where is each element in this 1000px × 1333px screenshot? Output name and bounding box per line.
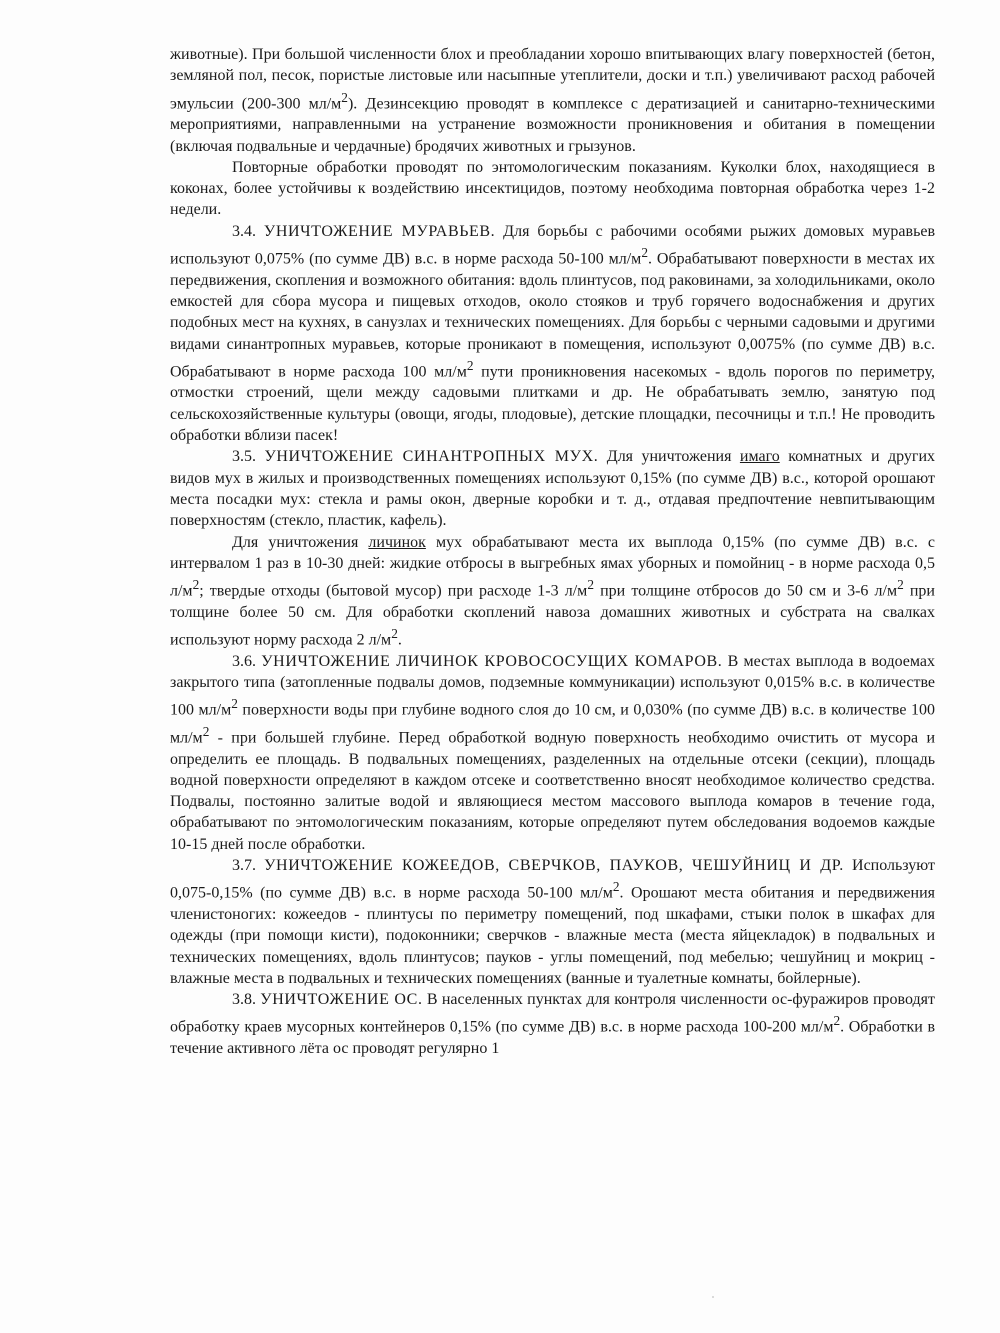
text-span: . (397, 631, 402, 649)
section-3-4-ants (170, 221, 935, 447)
section-heading: УНИЧТОЖЕНИЕ ОС. (260, 991, 423, 1009)
text-span: при толщине отбросов до 50 см и 3-6 л/м (593, 582, 898, 600)
section-heading: УНИЧТОЖЕНИЕ МУРАВЬЕВ. (263, 222, 496, 240)
section-number: 3.8. (232, 991, 256, 1009)
section-heading: УНИЧТОЖЕНИЕ ЛИЧИНОК КРОВОСОСУЩИХ КОМАРОВ. (261, 652, 723, 670)
text-span: комнатных и других видов мух в жилых и производственных помещениях используют 0,15% (по сумме ДВ) в.с., которой орошают места посадки мух: стекла и рамы окон, дверные коробки и т. д., отдавая предпочтение невпитывающим поверхностям (стекло, пластик, кафель). (170, 448, 936, 530)
text-span: Для борьбы с рабочими особями рыжих домовых муравьев используют 0,075% (по сумме ДВ) в.с. в норме расхода 50-100 мл/м (170, 222, 936, 268)
superscript: 2 (897, 577, 904, 593)
paragraph-fleas-end (170, 44, 935, 157)
section-3-5-flies (170, 446, 935, 531)
text-span: Используют 0,075-0,15% (по сумме ДВ) в.с. в норме расхода 50-100 мл/м (170, 856, 936, 902)
superscript: 2 (466, 357, 474, 373)
text-span: Для уничтожения (606, 448, 740, 466)
document-body (170, 44, 935, 1059)
superscript: 2 (341, 89, 348, 105)
text-span: . Орошают места обитания и передвижения членистоногих: кожеедов - плинтусы по периметру помещений, под шкафами, стыки полок в шкафах для одежды (при помощи кисти), подоконники; сверчков - влажные места (места яйцекладок) в подвальных и технических помещениях, вдоль плинтусов; пауков - углы помещений, под мебелью; чешуйниц и мокриц - влажные места в подвальных и технических помещениях (ванные и туалетные комнаты, бойлерные). (170, 884, 935, 987)
text-span: при толщине более 50 см. Для обработки скоплений навоза домашних животных и субстрата на свалках используют норму расхода 2 л/м (170, 582, 935, 649)
superscript: 2 (612, 879, 620, 895)
text-span: ; твердые отходы (бытовой мусор) при расходе 1-3 л/м (199, 582, 588, 600)
section-number: 3.5. (232, 448, 256, 466)
underlined-term: личинок (368, 533, 426, 551)
superscript: 2 (587, 577, 594, 593)
paragraph-fly-larvae (170, 532, 935, 651)
text-span: - при большей глубине. Перед обработкой водную поверхность необходимо очистить от мусора и определить ее площадь. В подвальных помещениях, разделенных на отдельные отсеки (секции), площадь водной поверхности определяют в каждом отсеке и соответственно вносят необходимое количество средства. Подвалы, постоянно залитые водой и являющиеся местом массового выплода комаров в течение года, обрабатывают по энтомологическим показаниям, которые определяют путем обследования водоемов каждые 10-15 дней после обработки. (170, 729, 935, 853)
text-span: ). Дезинсекцию проводят в комплексе с дератизацией и санитарно-техническими мероприятиями, направленными на устранение возможности проникновения и обитания в помещении (включая подвальные и чердачные) бродячих животных и грызунов. (170, 94, 935, 155)
section-number: 3.4. (232, 222, 256, 240)
text-span: . Обработки в течение активного лёта ос проводят регулярно 1 (170, 1018, 935, 1058)
section-3-8-wasps (170, 989, 935, 1059)
section-heading: УНИЧТОЖЕНИЕ КОЖЕЕДОВ, СВЕРЧКОВ, ПАУКОВ, ЧЕШУЙНИЦ И ДР. (264, 856, 844, 874)
scan-speck (712, 1296, 714, 1298)
paragraph-repeat-treatment: Повторные обработки проводят по энтомологическим показаниям. Куколки блох, находящиеся в коконах, более устойчивы к воздействию инсектицидов, поэтому необходима повторная обработка через 1-2 недели. (170, 158, 935, 219)
superscript: 2 (192, 577, 200, 593)
text-span: поверхности воды при глубине водного слоя до 10 см, и 0,030% (по сумме ДВ) в.с. в количестве 100 мл/м (170, 701, 935, 747)
superscript: 2 (202, 723, 210, 739)
section-number: 3.7. (232, 856, 256, 874)
text-span: В местах выплода в водоемах закрытого типа (затопленные подвалы домов, подземные коммуникации) используют 0,015% в.с. в количестве 100 мл/м (170, 652, 936, 719)
superscript: 2 (231, 696, 238, 712)
text-span: мух обрабатывают места их выплода 0,15% (по сумме ДВ) в.с. с интервалом 1 раз в 10-30 дней: жидкие отбросы в выгребных ямах уборных и помойниц - в норме расхода 0,5 л/м (170, 533, 936, 600)
text-span: животные). При большой численности блох и преобладании хорошо впитывающих влагу поверхностей (бетон, земляной пол, песок, пористые листовые или насыпные утеплители, доски и т.п.) увеличивают расход рабочей эмульсии (200-300 мл/м (170, 46, 935, 112)
text-span: пути проникновения насекомых - вдоль порогов по периметру, отмостки строений, щели между садовыми плитками и др. Не обрабатывать землю, занятую под сельскохозяйственные культуры (овощи, ягоды, плодовые), детские площадки, песочницы и т.п.! Не проводить обработки вблизи пасек! (170, 363, 935, 445)
text-span: В населенных пунктах для контроля численности ос-фуражиров проводят обработку краев мусорных контейнеров 0,15% (по сумме ДВ) в.с. в норме расхода 100-200 мл/м (170, 991, 936, 1036)
superscript: 2 (833, 1013, 841, 1029)
superscript: 2 (641, 245, 648, 260)
section-3-6-mosquito-larvae (170, 651, 935, 855)
text-span: . Обрабатывают поверхности в местах их передвижения, скопления и возможного обитания: вдоль плинтусов, под раковинами, за холодильниками, около емкостей для сбора мусора и пищевых отходов, около стояков и труб горячего водоснабжения и других подобных мест на кухнях, в санузлах и технических помещениях. Для борьбы с черными садовыми и другими видами синантропных муравьев, которые проникают в помещения, используют 0,0075% (по сумме ДВ) в.с. Обрабатывают в норме расхода 100 мл/м (170, 250, 936, 381)
superscript: 2 (391, 626, 398, 642)
text-span: Для уничтожения (232, 533, 369, 551)
section-number: 3.6. (232, 652, 256, 670)
section-heading: УНИЧТОЖЕНИЕ СИНАНТРОПНЫХ МУХ. (264, 448, 599, 466)
underlined-term: имаго (739, 448, 780, 466)
section-3-7-beetles-crickets-spiders (170, 855, 935, 989)
